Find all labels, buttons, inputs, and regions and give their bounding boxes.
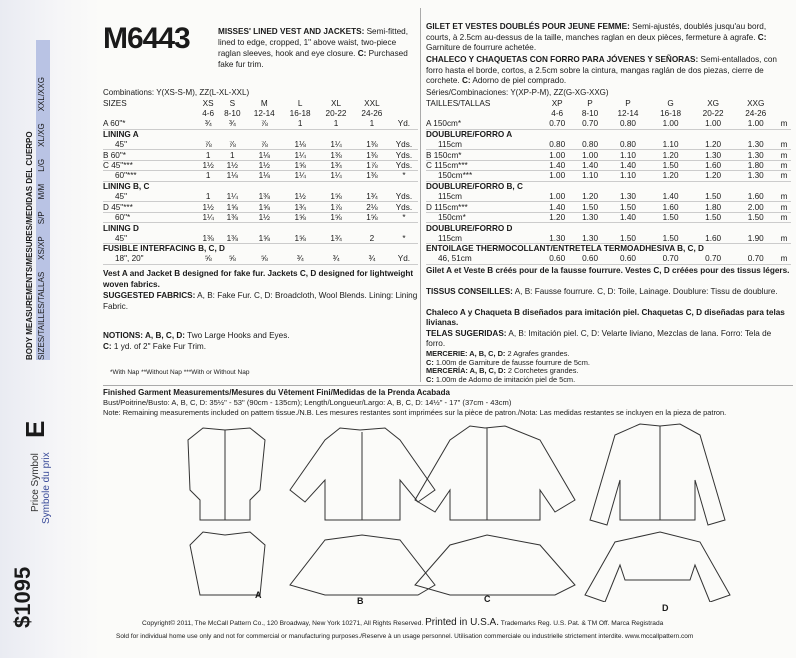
cell: 1⅝ [246,233,282,243]
body-measurements-title: BODY MEASUREMENTS/MESURES/MEDIDAS DEL CUERPO [25,131,34,360]
cell: XG [707,98,720,108]
row-label: D 45"*** [103,202,198,212]
row-label: 150cm*** [426,171,541,181]
divider [103,385,793,386]
cell: 1⅝ [282,233,318,243]
finished-note: Note: Remaining measurements included on pattern tissue./N.B. Les mesures restantes sont imprimées sur la pièce de patron./Nota: Las medidas restantes se incluyen en la pieza de patron. [103,408,727,417]
cell: 1⅝ [218,202,246,212]
cell: m [777,150,791,160]
fabrics-en: SUGGESTED FABRICS: A, B: Fake Fur. C, D: Broadcloth, Wool Blends. Lining: Lining Fabric. [103,291,418,311]
cell: 1¼ [218,192,246,202]
cell: 1⅝ [282,160,318,170]
table-row [103,171,418,181]
cell: 1.50 [692,212,735,222]
cell: 0.80 [607,140,650,150]
cell: 1⅜ [198,233,218,243]
cell: 1⅜ [354,171,390,181]
cell: 1⅜ [354,140,390,150]
row-label: 150cm* [426,212,541,222]
cell: 1¾ [282,202,318,212]
cell: 1.60 [692,160,735,170]
finished-bust: Bust/Poitrine/Busto: A, B, C, D: 35½" - 53" (90cm - 135cm); Length/Longueur/Largo: A, B, C, D: 14½" - 17" (37cm - 43cm) [103,398,512,407]
cell: 1.80 [734,160,777,170]
description-fr: GILET ET VESTES DOUBLÉS POUR JEUNE FEMME: Semi-ajustés, doublés jusqu'au bord, courts, à 2.5cm au-dessus de la taille, manches raglan en deux pièces, fermeture à agrafe. C: Garniture de fourrure achetée. [426,22,767,52]
section-heading: DOUBLURE/FORRO D [426,223,513,233]
section-heading: LINING B, C [103,182,150,192]
cell [390,108,418,118]
table-row [103,108,418,118]
designed-en: Vest A and Jacket B designed for fake fur. Jackets C, D designed for lightweight woven fabrics. [103,269,414,289]
row-label: B 60"* [103,150,198,160]
cell: 1.20 [541,212,573,222]
table-row [426,108,791,118]
cell: ¾ [282,254,318,264]
table-row [426,212,791,222]
table-row [103,212,418,222]
table-row [426,160,791,170]
cell: 1.40 [649,192,692,202]
cell: XS [202,98,214,108]
cell: 1 [282,119,318,129]
cell: 1⅛ [246,171,282,181]
cell: 1¾ [354,192,390,202]
cell: 1.30 [541,233,573,243]
table-row [426,171,791,181]
cell: 1.60 [649,202,692,212]
cell: m [777,254,791,264]
cell: 20-22 [702,109,724,119]
combinations-en: Combinations: Y(XS-S-M), ZZ(L-XL-XXL) [103,88,250,97]
cell: 1¼ [282,150,318,160]
cell: 1.30 [607,192,650,202]
cell: 1.30 [573,212,606,222]
table-row [426,181,791,191]
section-heading: DOUBLURE/FORRO A [426,130,513,140]
cell: 1¼ [318,140,354,150]
cell: 1.00 [649,119,692,129]
row-label [426,108,541,118]
cell: 1 [198,192,218,202]
cell: 8-10 [581,109,599,119]
table-row [103,140,418,150]
mercerie: MERCERIE: A, B, C, D: 2 Agrafes grandes. C: 1.00m de Garniture de fausse fourrure de 5cm. MERCERÍA: A, B, C, D: 2 Corchetes grandes. C: 1.00m de Adomo de imitación piel de 5cm. [426,349,590,384]
cell: 1⅜ [218,233,246,243]
cell: 1.80 [692,202,735,212]
cell: m [777,192,791,202]
side-strip [0,0,100,658]
row-label: 46, 51cm [426,254,541,264]
cell: 1½ [198,160,218,170]
cell: m [777,160,791,170]
garment-illustrations [100,420,796,602]
cell: L [297,98,303,108]
designed-fr: Gilet A et Veste B créés pour de la fausse fourrure. Vestes C, D créées pour des tissus légers. [426,266,790,275]
cell: 1⅜ [354,150,390,160]
cell: 1⅜ [246,192,282,202]
row-label: 18", 20" [103,254,198,264]
row-label: A 150cm* [426,119,541,129]
cell: 1.00 [692,119,735,129]
cell: 1.00 [541,150,573,160]
cell: ⅝ [198,254,218,264]
cell: 1.00 [541,192,573,202]
row-label: 60"*** [103,171,198,181]
cell: 1 [198,150,218,160]
cell: 1⅝ [354,212,390,222]
cell: m [777,171,791,181]
view-label-d: D [662,603,669,613]
cell: 1.20 [692,140,735,150]
cell: 1 [218,150,246,160]
table-row [103,181,418,191]
table-row [426,233,791,243]
price-letter: E [20,420,50,438]
table-row [103,160,418,170]
description-es: CHALECO Y CHAQUETAS CON FORRO PARA JÓVENES Y SEÑORAS: Semi-entallados, con forro hasta el borde, cortos, a 2.5cm sobre la cintura, mangas raglán de dos piezas, cierre de corchete. C: Adorno de piel comprado. [426,55,777,85]
tissus-fr: TISSUS CONSEILLES: A, B: Fausse fourrure. C, D: Toile, Lainage. Doublure: Tissu de doublure. [426,287,778,296]
cell: 1.50 [573,202,606,212]
cell: 1.50 [607,233,650,243]
cell: 20-22 [325,109,347,119]
cell: 1⅞ [354,160,390,170]
cell: 1.10 [607,171,650,181]
cell: P [625,98,631,108]
row-label: 115cm [426,192,541,202]
price-symbol-en: Price Symbol [30,453,41,512]
view-a-drawing [188,428,265,595]
cell: 1⅝ [318,192,354,202]
cell: 1.50 [692,192,735,202]
row-label: SIZES [103,98,127,108]
cell: 1.60 [692,233,735,243]
view-label-a: A [255,590,262,600]
row-label: 115cm [426,233,541,243]
cell: m [777,119,791,129]
cell: 0.60 [541,254,573,264]
cell: * [390,233,418,243]
cell: 1¾ [318,160,354,170]
cell: 1⅝ [246,202,282,212]
size-list: SIZES/TAILLES/TALLAS XS/XP S/P M/M L/G XL/XG XXL/XXG [37,77,46,360]
table-row [103,223,418,233]
cell: m [777,212,791,222]
cell: ¾ [318,254,354,264]
row-label: 45" [103,192,198,202]
cell [777,98,791,108]
cell: ⅞ [198,140,218,150]
cell: ¾ [198,119,218,129]
cell: 1.30 [573,233,606,243]
description-en: MISSES' LINED VEST AND JACKETS: Semi-fitted, lined to edge, cropped, 1" above waist, two-piece raglan sleeves, hook and eye closure. C: Purchased fake fur trim. [218,27,408,69]
table-row [426,243,791,253]
cell: m [777,233,791,243]
cell: 1.30 [734,140,777,150]
row-label: TAILLES/TALLAS [426,98,491,108]
cell: XL [331,98,342,108]
cell: 1.10 [649,140,692,150]
table-row [426,129,791,139]
cell: Yds. [390,140,418,150]
table-row [426,98,791,108]
row-label [103,108,198,118]
price-symbol-fr: Symbole du prix [41,452,52,524]
cell: 1.30 [692,150,735,160]
cell: 1.10 [607,150,650,160]
cell: 1½ [246,212,282,222]
row-label: 115cm [426,140,541,150]
table-row [103,98,418,108]
row-label: C 45"*** [103,160,198,170]
table-row [426,223,791,233]
cell: 1.40 [541,202,573,212]
cell: 0.80 [573,140,606,150]
cell: 1⅛ [282,140,318,150]
cell: 8-10 [224,109,241,119]
cell: Yd. [390,254,418,264]
cell: 1.50 [607,202,650,212]
view-label-c: C [484,594,491,604]
cell: XXL [364,98,380,108]
cell: 1.60 [734,192,777,202]
table-row [103,243,418,253]
cell: G [667,98,674,108]
cell: XP [551,98,563,108]
cell: XXG [747,98,765,108]
price: $1095 [10,566,35,628]
row-label: D 115cm*** [426,202,541,212]
row-label: 45" [103,140,198,150]
cell: 0.70 [734,254,777,264]
cell: 12-14 [617,109,639,119]
cell: 0.70 [692,254,735,264]
row-label: 45" [103,233,198,243]
cell: 1.50 [649,212,692,222]
cell: 1⅞ [318,202,354,212]
cell: 1.90 [734,233,777,243]
section-heading: ENTOILAGE THERMOCOLLANT/ENTRETELA TERMOADHESIVA B, C, D [426,244,704,254]
row-label: C 115cm*** [426,160,541,170]
section-heading: LINING D [103,223,139,233]
table-row [103,129,418,139]
cell: 1.30 [734,171,777,181]
cell [390,98,418,108]
section-heading: DOUBLURE/FORRO B, C [426,182,523,192]
sold-notice: Sold for individual home use only and not for commercial or manufacturing purposes./Reserve à un usage personnel. Utilisation commerciale ou industrielle strictement interdite. www.mccallpattern.com [116,633,694,640]
cell: 24-26 [361,109,383,119]
cell: 1.00 [734,119,777,129]
section-heading: FUSIBLE INTERFACING B, C, D [103,244,225,254]
cell: 12-14 [253,109,275,119]
table-row [103,150,418,160]
table-row [426,119,791,129]
cell: 0.80 [607,119,650,129]
row-label: A 60"* [103,119,198,129]
cell: 1⅛ [246,150,282,160]
view-d-drawing [585,424,730,602]
table-row [103,202,418,212]
view-b-drawing [290,428,435,595]
cell: 1½ [246,160,282,170]
cell: 1.20 [692,171,735,181]
table-row [426,202,791,212]
cell: ⅞ [246,140,282,150]
cell: 1.50 [649,233,692,243]
cell: 0.70 [649,254,692,264]
cell: 1⅝ [318,212,354,222]
cell: 1.40 [573,160,606,170]
cell: 1.20 [649,150,692,160]
cell: 1⅜ [318,150,354,160]
cell: ⅞ [218,140,246,150]
cell: 2.00 [734,202,777,212]
table-row [426,192,791,202]
cell: 0.60 [573,254,606,264]
cell [777,108,791,118]
combinations-fr: Séries/Combinaciones: Y(XP-P-M), ZZ(G-XG-XXG) [426,88,609,97]
yardage-table-fr [426,98,791,265]
cell: 1.20 [573,192,606,202]
designed-es: Chaleco A y Chaqueta B diseñados para imitación piel. Chaquetas C, D diseñadas para telas livianas. [426,308,785,327]
cell: 16-18 [289,109,311,119]
cell: 1¾ [318,233,354,243]
cell: 1.00 [541,171,573,181]
cell: 1¼ [318,171,354,181]
cell: ⅞ [246,119,282,129]
telas-es: TELAS SUGERIDAS: A, B: Imitación piel. C, D: Velarte liviano, Mezclas de lana. Forro: Tela de forro. [426,329,772,348]
cell: 1.40 [541,160,573,170]
cell: Yd. [390,119,418,129]
cell: 1.40 [607,160,650,170]
yardage-table-en [103,98,418,265]
cell: 1⅜ [218,212,246,222]
cell: M [260,98,268,108]
cell: 0.70 [573,119,606,129]
table-row [103,192,418,202]
cell: ⅝ [218,254,246,264]
cell: * [390,212,418,222]
pattern-number: M6443 [103,22,190,55]
cell: 1 [318,119,354,129]
cell: S [229,98,236,108]
cell: 16-18 [660,109,682,119]
cell: 1½ [198,202,218,212]
cell: 1.30 [734,150,777,160]
cell: 1½ [282,192,318,202]
cell: 4-6 [551,109,564,119]
notions-en: NOTIONS: A, B, C, D: Two Large Hooks and Eyes. C: 1 yd. of 2" Fake Fur Trim. [103,331,290,351]
cell: ¾ [354,254,390,264]
cell: m [777,140,791,150]
column-divider [420,8,421,382]
cell: 1⅛ [218,171,246,181]
cell: 1 [354,119,390,129]
cell: ¾ [218,119,246,129]
row-label: 60"* [103,212,198,222]
cell: 1.50 [649,160,692,170]
cell: 0.60 [607,254,650,264]
cell: 1¼ [198,212,218,222]
section-heading: LINING A [103,130,139,140]
cell: 2 [354,233,390,243]
footnote: *With Nap **Without Nap ***With or Without Nap [110,369,250,376]
cell: 1.40 [607,212,650,222]
cell: * [390,171,418,181]
table-row [426,140,791,150]
view-label-b: B [357,596,364,606]
cell: 1¼ [282,171,318,181]
table-row [426,254,791,264]
cell: 2⅛ [354,202,390,212]
cell: Yds. [390,160,418,170]
row-label: B 150cm* [426,150,541,160]
table-row [103,233,418,243]
cell: 1½ [218,160,246,170]
cell: Yds. [390,150,418,160]
table-row [103,254,418,264]
cell: 0.70 [541,119,573,129]
finished-title: Finished Garment Measurements/Mesures du Vêtement Fini/Medidas de la Prenda Acabada [103,388,450,397]
view-c-drawing [415,426,575,595]
copyright: Copyright© 2011, The McCall Pattern Co., 120 Broadway, New York 10271, All Rights Reserved. Printed in U.S.A. Trademarks Reg. U.S. Pat. & TM Off. Marca Registrada [142,617,664,628]
cell: 4-6 [202,109,215,119]
cell: 1.20 [649,171,692,181]
cell: 1.00 [573,150,606,160]
cell: 1⅝ [282,212,318,222]
cell: 1 [198,171,218,181]
cell: P [587,98,593,108]
table-row [103,119,418,129]
cell: 1.10 [573,171,606,181]
cell: m [777,202,791,212]
cell: 1.50 [734,212,777,222]
cell: Yds. [390,202,418,212]
cell: 0.80 [541,140,573,150]
cell: 24-26 [745,109,767,119]
table-row [426,150,791,160]
cell: Yds. [390,192,418,202]
cell: ⅝ [246,254,282,264]
